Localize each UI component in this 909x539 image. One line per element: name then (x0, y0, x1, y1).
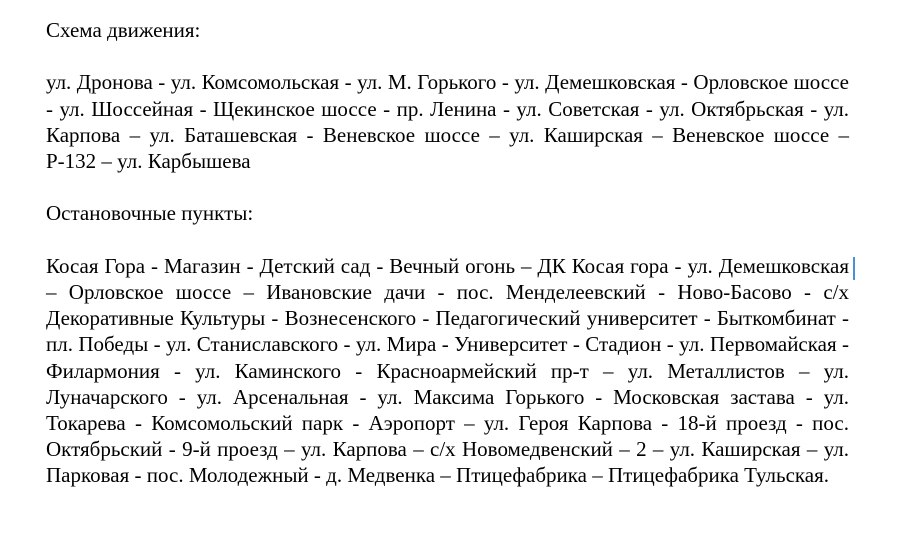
paragraph-spacer (46, 43, 849, 69)
text-cursor (853, 257, 855, 280)
route-heading: Схема движения: (46, 18, 201, 42)
stops-paragraph: Косая Гора - Магазин - Детский сад - Вечный огонь – ДК Косая гора - ул. Демешковская – Орловское шоссе – Ивановские дачи - пос. Менделеевский - Ново-Басово - с/х Декоративные Культуры - Вознесенского - Педагогический университет - Быткомбинат - пл. Победы - ул. Станиславского - ул. Мира - Университет - Стадион - ул. Первомайская - Филармония - ул. Каминского - Красноармейский пр-т – ул. Металлистов – ул. Луначарского - ул. Арсенальная - ул. Максима Горького - Московская застава - ул. Токарева - Комсомольский парк - Аэропорт – ул. Героя Карпова - 18-й проезд - пос. Октябрьский - 9-й проезд – ул. Карпова – с/х Новомедвенский – 2 – ул. Каширская – ул. Парковая - пос. Молодежный - д. Медвенка – Птицефабрика – Птицефабрика Тульская. (46, 253, 849, 488)
document-body[interactable] (46, 17, 849, 489)
stops-heading: Остановочные пункты: (46, 201, 254, 226)
paragraph-spacer (46, 174, 849, 200)
paragraph-spacer (46, 227, 849, 253)
route-paragraph: ул. Дронова - ул. Комсомольская - ул. М. Горького - ул. Демешковская - Орловское шоссе - ул. Шоссейная - Щекинское шоссе - пр. Ленина - ул. Советская - ул. Октябрьская - ул. Карпова – ул. Баташевская - Веневское шоссе – ул. Каширская – Веневское шоссе – Р-132 – ул. Карбышева (46, 70, 849, 173)
